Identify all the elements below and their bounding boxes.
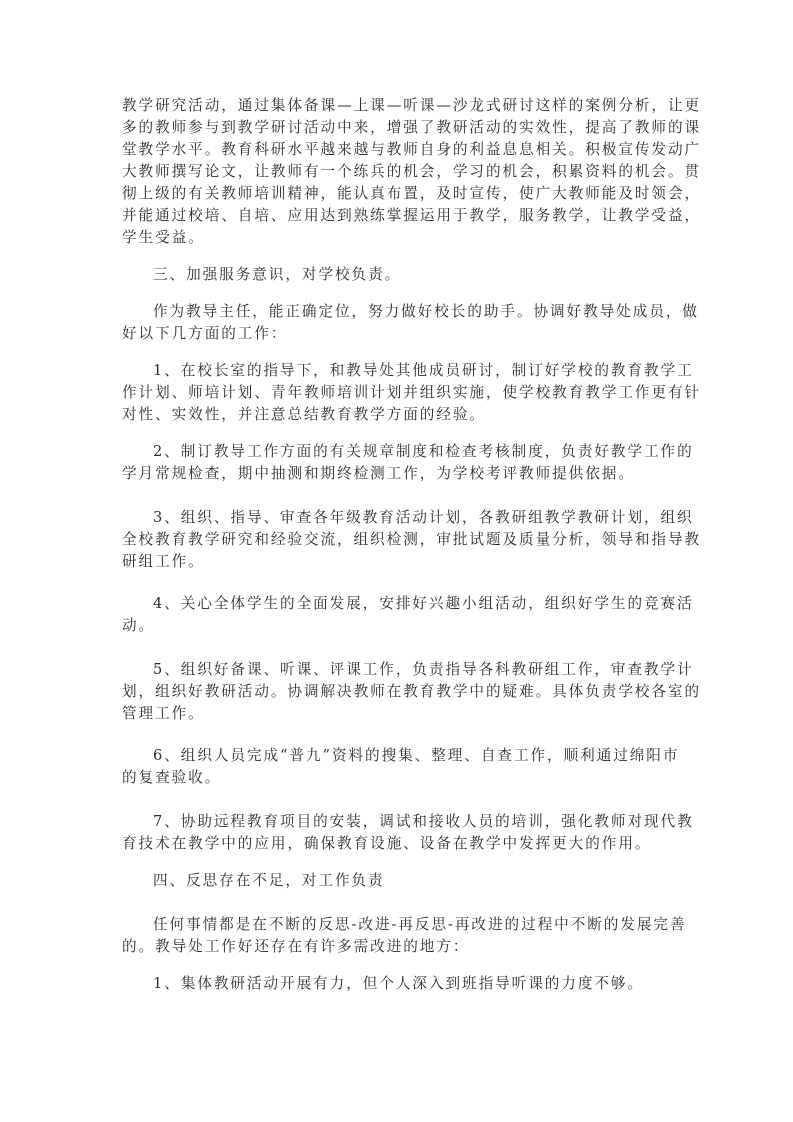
text-line: 管理工作。	[122, 705, 205, 722]
text-line: 并能通过校培、自培、应用达到熟练掌握运用于教学，服务教学，让教学受益，	[122, 207, 702, 224]
text-line: 教学研究活动，通过集体备课—上课—听课—沙龙式研讨这样的案例分析，让更	[122, 97, 702, 114]
heading-text: 四、反思存在不足，对工作负责	[153, 872, 385, 889]
text-line: 4、关心全体学生的全面发展，安排好兴趣小组活动，组织好学生的竞赛活	[153, 595, 694, 612]
text-line: 研组工作。	[122, 553, 205, 570]
text-line: 的复查验收。	[122, 769, 222, 786]
text-line: 的。教导处工作好还存在有许多需改进的地方：	[122, 938, 470, 955]
text-line: 2、制订教导工作方面的有关规章制度和检查考核制度，负责好教学工作的	[153, 443, 694, 460]
text-line: 1、集体教研活动开展有力，但个人深入到班指导听课的力度不够。	[153, 975, 645, 992]
text-line: 1、在校长室的指导下，和教导处其他成员研讨，制订好学校的教育教学工	[153, 362, 694, 379]
text-line: 作计划、师培计划、青年教师培训计划并组织实施，使学校教育教学工作更有针	[122, 384, 702, 401]
text-line: 任何事情都是在不断的反思-改进-再反思-再改进的过程中不断的发展完善	[153, 916, 687, 933]
text-line: 堂教学水平。教育科研水平越来越与教师自身的利益息息相关。积极宣传发动广	[122, 141, 702, 158]
text-line: 作为教导主任，能正确定位，努力做好校长的助手。协调好教导处成员，做	[153, 303, 699, 320]
text-line: 育技术在教学中的应用，确保教育设施、设备在教学中发挥更大的作用。	[122, 835, 652, 852]
text-line: 6、组织人员完成“普九”资料的搜集、整理、自查工作，顺利通过绵阳市	[153, 747, 680, 764]
text-line: 学生受益。	[122, 229, 205, 246]
text-line: 学月常规检查，期中抽测和期终检测工作，为学校考评教师提供依据。	[122, 465, 635, 482]
text-line: 对性、实效性，并注意总结教育教学方面的经验。	[122, 406, 486, 423]
text-line: 5、组织好备课、听课、评课工作，负责指导各科教研组工作，审查教学计	[153, 661, 694, 678]
text-line: 彻上级的有关教师培训精神，能认真布置，及时宣传，使广大教师能及时领会，	[122, 185, 702, 202]
text-line: 划，组织好教研活动。协调解决教师在教育教学中的疑难。具体负责学校各室的	[122, 683, 702, 700]
text-line: 动。	[122, 617, 156, 634]
text-line: 好以下几方面的工作：	[122, 325, 288, 342]
text-line: 全校教育教学研究和经验交流，组织检测，审批试题及质量分析，领导和指导教	[122, 531, 702, 548]
text-line: 3、组织、指导、审查各年级教育活动计划，各教研组教学教研计划，组织	[153, 509, 694, 526]
text-line: 7、协助远程教育项目的安装，调试和接收人员的培训，强化教师对现代教	[153, 813, 694, 830]
heading-text: 三、加强服务意识，对学校负责。	[153, 266, 402, 283]
text-line: 多的教师参与到教学研讨活动中来，增强了教研活动的实效性，提高了教师的课	[122, 119, 702, 136]
text-line: 大教师撰写论文，让教师有一个练兵的机会，学习的机会，积累资料的机会。贯	[122, 163, 702, 180]
